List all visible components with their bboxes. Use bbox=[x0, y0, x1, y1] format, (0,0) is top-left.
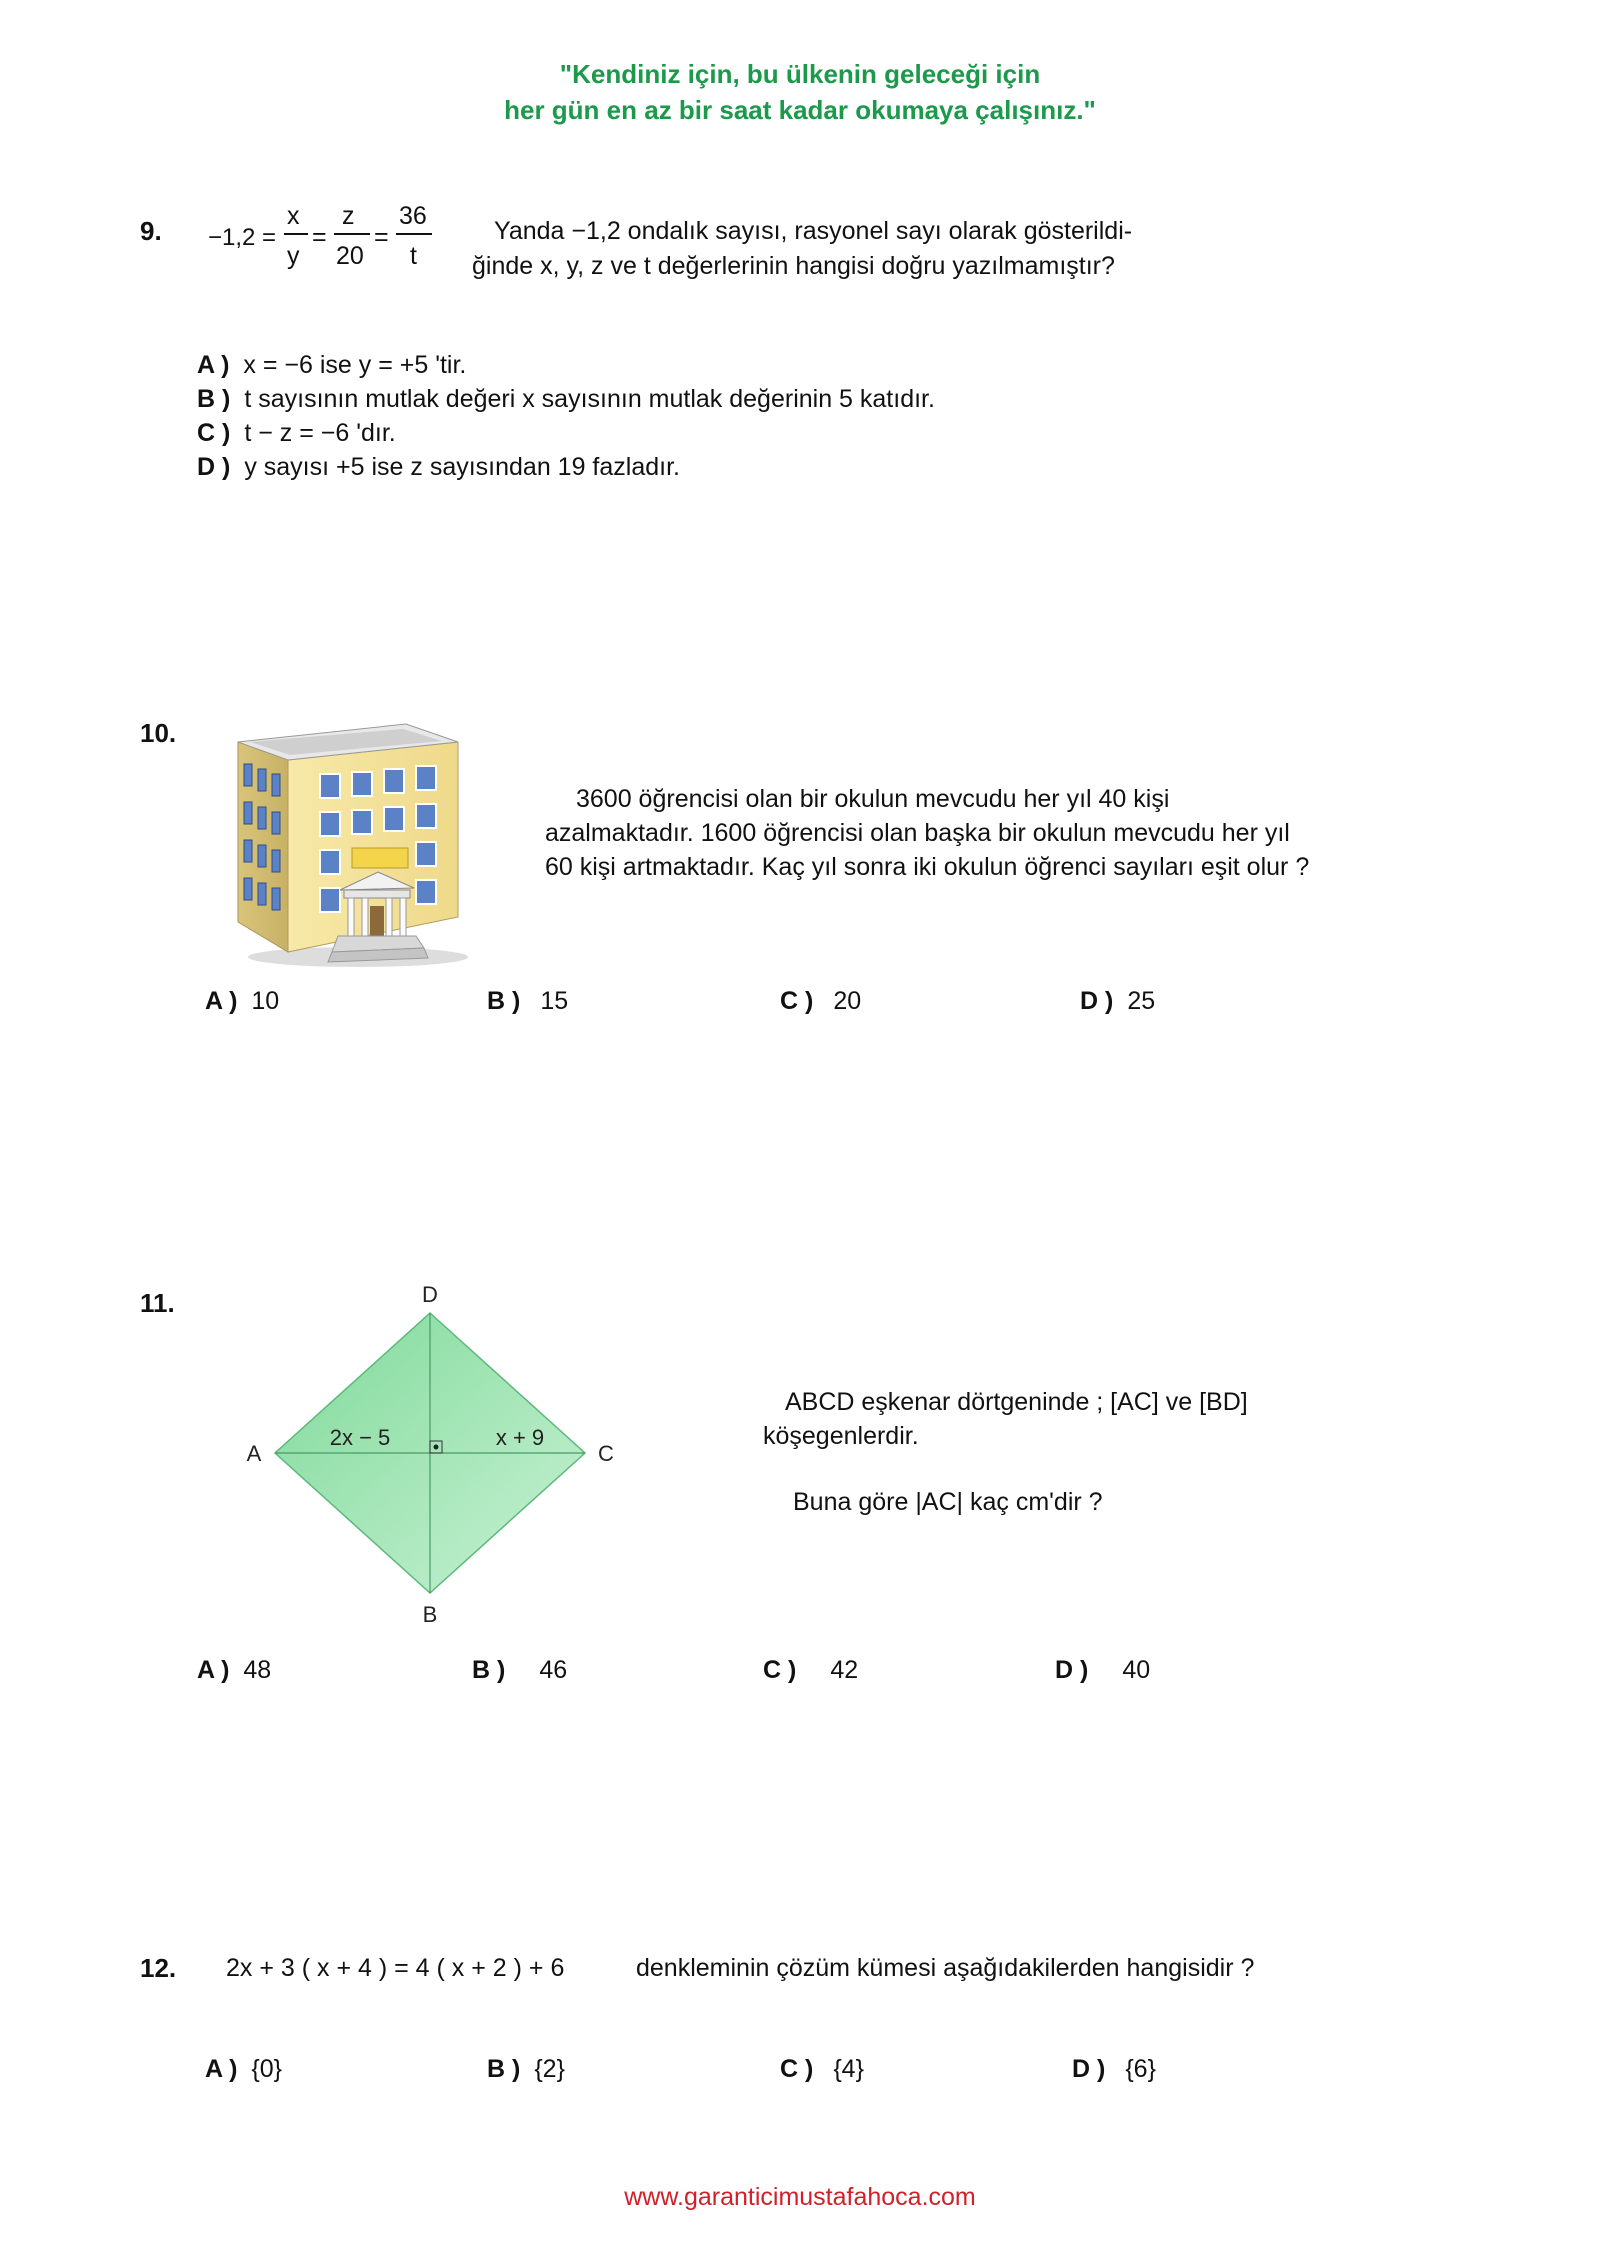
segment-label-left: 2x − 5 bbox=[329, 1425, 391, 1450]
motto-line-1: "Kendiniz için, bu ülkenin geleceği için bbox=[559, 59, 1041, 89]
rhombus-figure bbox=[240, 1280, 620, 1630]
q12-option-c[interactable]: C ) {4} bbox=[780, 2055, 864, 2083]
vertex-label-b: B bbox=[422, 1602, 438, 1627]
q9-lhs: −1,2 = bbox=[208, 224, 277, 251]
q11-option-c[interactable]: C ) 42 bbox=[763, 1656, 859, 1684]
q10-text-line-2: azalmaktadır. 1600 öğrencisi olan başka bir okulun mevcudu her yıl bbox=[545, 819, 1290, 847]
vertex-label-c: C bbox=[598, 1441, 614, 1466]
school-building-icon bbox=[228, 712, 468, 972]
q11-option-d[interactable]: D ) 40 bbox=[1055, 1656, 1151, 1684]
motto-line-2: her gün en az bir saat kadar okumaya çalışınız." bbox=[504, 95, 1096, 125]
q9-frac1-den: y bbox=[287, 242, 300, 270]
vertex-label-a: A bbox=[246, 1441, 262, 1466]
q12-text: denkleminin çözüm kümesi aşağıdakilerden hangisidir ? bbox=[636, 1954, 1255, 1982]
segment-label-right: x + 9 bbox=[495, 1425, 545, 1450]
fraction-bar bbox=[284, 233, 308, 235]
q12-option-a[interactable]: A ) {0} bbox=[205, 2055, 283, 2083]
q10-text-line-3: 60 kişi artmaktadır. Kaç yıl sonra iki okulun öğrenci sayıları eşit olur ? bbox=[545, 853, 1310, 881]
center-dot bbox=[434, 1445, 439, 1450]
q9-text-line-1: Yanda −1,2 ondalık sayısı, rasyonel sayı olarak gösterildi- bbox=[494, 217, 1133, 245]
q10-text-line-1: 3600 öğrencisi olan bir okulun mevcudu her yıl 40 kişi bbox=[576, 785, 1170, 813]
q9-eq-1: = bbox=[312, 223, 327, 251]
q11-text-line-3: Buna göre |AC| kaç cm'dir ? bbox=[793, 1488, 1103, 1516]
q12-option-b[interactable]: B ) {2} bbox=[487, 2055, 565, 2083]
q12-option-d[interactable]: D ) {6} bbox=[1072, 2055, 1156, 2083]
q10-option-d[interactable]: D ) 25 bbox=[1080, 987, 1156, 1015]
q9-option-c[interactable]: C ) t − z = −6 'dır. bbox=[197, 419, 396, 447]
q9-option-a[interactable]: A ) x = −6 ise y = +5 'tir. bbox=[197, 351, 467, 379]
q9-frac1-num: x bbox=[287, 202, 300, 230]
footer-website-link[interactable]: www.garanticimustafahoca.com bbox=[624, 2183, 976, 2211]
q9-option-b[interactable]: B ) t sayısının mutlak değeri x sayısının mutlak değerinin 5 katıdır. bbox=[197, 385, 935, 413]
fraction-bar bbox=[396, 233, 432, 235]
q11-option-a[interactable]: A ) 48 bbox=[197, 1656, 272, 1684]
fraction-bar bbox=[334, 233, 370, 235]
q10-option-b[interactable]: B ) 15 bbox=[487, 987, 569, 1015]
q10-option-a[interactable]: A ) 10 bbox=[205, 987, 280, 1015]
q9-frac2-num: z bbox=[342, 202, 355, 230]
q9-frac2-den: 20 bbox=[336, 242, 364, 270]
q11-option-b[interactable]: B ) 46 bbox=[472, 1656, 568, 1684]
vertex-label-d: D bbox=[422, 1282, 438, 1307]
question-12-number: 12. bbox=[140, 1953, 177, 1983]
question-9-number: 9. bbox=[140, 216, 162, 246]
q9-option-d[interactable]: D ) y sayısı +5 ise z sayısından 19 fazladır. bbox=[197, 453, 680, 481]
q11-text-line-1: ABCD eşkenar dörtgeninde ; [AC] ve [BD] bbox=[785, 1388, 1248, 1416]
question-11-number: 11. bbox=[140, 1288, 175, 1318]
q9-frac3-num: 36 bbox=[399, 202, 427, 230]
question-10-number: 10. bbox=[140, 718, 177, 748]
q12-equation: 2x + 3 ( x + 4 ) = 4 ( x + 2 ) + 6 bbox=[226, 1954, 565, 1982]
q10-option-c[interactable]: C ) 20 bbox=[780, 987, 862, 1015]
q9-frac3-den: t bbox=[410, 242, 417, 270]
q9-eq-2: = bbox=[374, 223, 389, 251]
q11-text-line-2: köşegenlerdir. bbox=[763, 1422, 919, 1450]
q9-text-line-2: ğinde x, y, z ve t değerlerinin hangisi doğru yazılmamıştır? bbox=[472, 252, 1115, 280]
